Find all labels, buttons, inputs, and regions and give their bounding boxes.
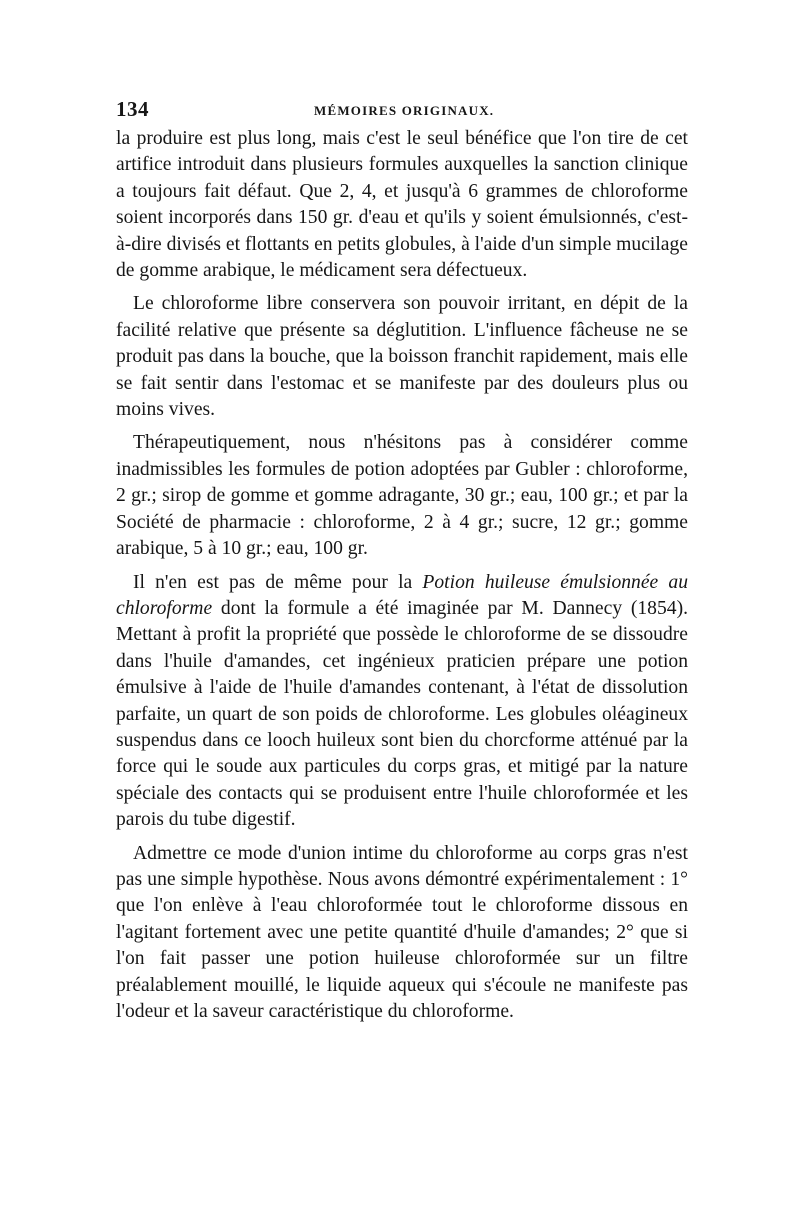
paragraph-chloroforme-libre: Le chloroforme libre conservera son pouvoir irritant, en dépit de la facilité relative que présente sa déglutition. L'influence fâcheuse ne se produit pas dans la bouche, que la boisson franchit rapidement, mais elle se fait sentir dans l'estomac et se manifeste par des douleurs plus ou moins vives. [116, 293, 688, 421]
page-header [116, 97, 686, 127]
potion-title-italic: Potion huileuse émulsionnée au chloroforme [116, 571, 688, 619]
paragraph-text-end: dont la formule a été imaginée par M. Dannecy (1854). Mettant à profit la propriété que possède le chloroforme de se dissoudre dans l'huile d'amandes, cet ingénieux praticien prépare une potion émulsive à l'aide de l'huile d'amandes contenant, à l'état de dissolution parfaite, un quart de son poids de chloroforme. Les globules oléagineux suspendus dans ce looch huileux sont bien du chorcforme atténué par la force qui le soude aux particules du corps gras, et mitigé par la nature spéciale des contacts qui se produisent entre l'huile chloroformée et les parois du tube digestif. [116, 597, 688, 831]
paragraph-text-start: Il n'en est pas de même pour la [133, 571, 423, 593]
paragraph-admettre: Admettre ce mode d'union intime du chloroforme au corps gras n'est pas une simple hypothèse. Nous avons démontré expérimentalement : 1° que l'on enlève à l'eau chloroformée tout le chloroforme dissous en l'agitant fortement avec une petite quantité d'huile d'amandes; 2° que si l'on fait passer une potion huileuse chloroformée sur un filtre préalablement mouillé, le liquide aqueux qui s'écoule ne manifeste pas l'odeur et la saveur caractéristique du chloroforme. [116, 842, 688, 1022]
paragraph-continuation: la produire est plus long, mais c'est le seul bénéfice que l'on tire de cet artifice introduit dans plusieurs formules auxquelles la sanction clinique a toujours fait défaut. Que 2, 4, et jusqu'à 6 grammes de chloroforme soient incorporés dans 150 gr. d'eau et qu'ils y soient émulsionnés, c'est-à-dire divisés et flottants en petits globules, à l'aide d'un simple mucilage de gomme arabique, le médicament sera défectueux. [116, 128, 688, 282]
paragraph-potion-huileuse [116, 570, 688, 834]
paragraph-therapeutiquement: Thérapeutiquement, nous n'hésitons pas à considérer comme inadmissibles les formules de potion adoptées par Gubler : chloroforme, 2 gr.; sirop de gomme et gomme adragante, 30 gr.; eau, 100 gr.; et par la Société de pharmacie : chloroforme, 2 à 4 gr.; sucre, 12 gr.; gomme arabique, 5 à 10 gr.; eau, 100 gr. [116, 432, 688, 560]
page-number: 134 [116, 97, 149, 121]
running-head: MÉMOIRES ORIGINAUX. [314, 103, 495, 118]
body-text [116, 126, 688, 1025]
